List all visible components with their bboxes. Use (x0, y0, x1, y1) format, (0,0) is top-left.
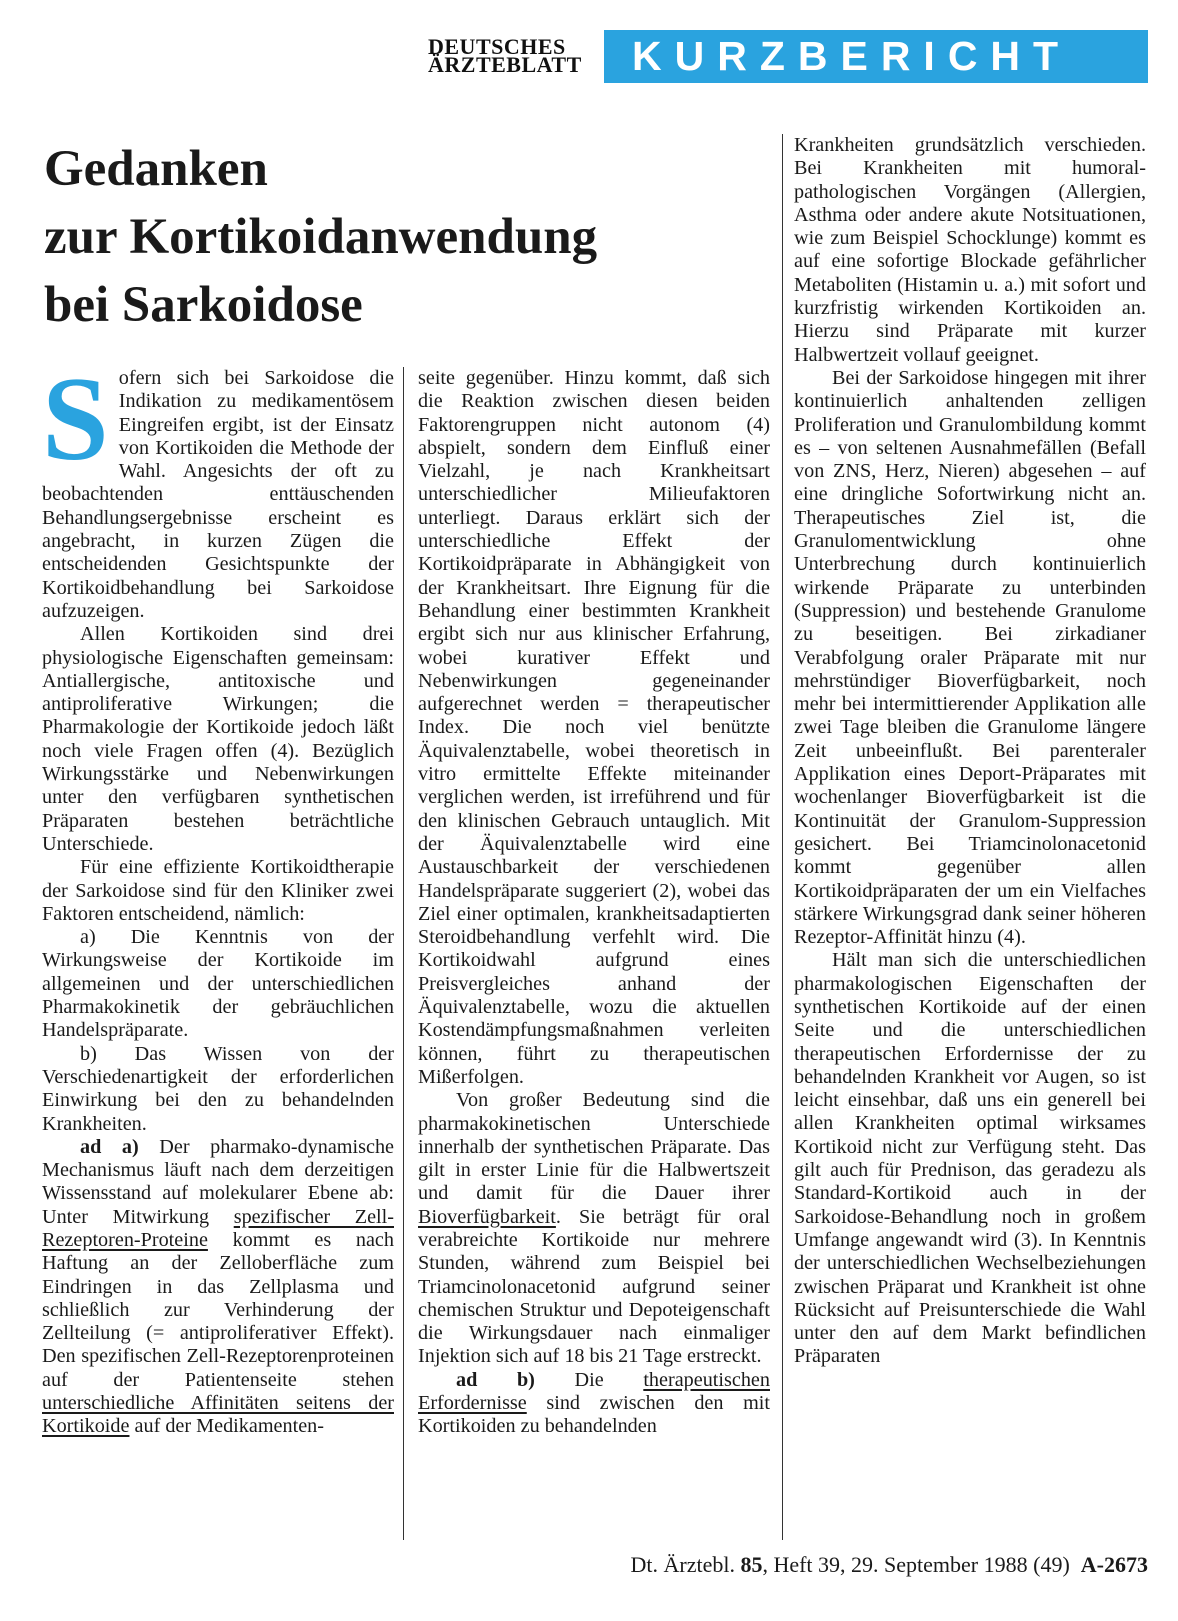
footer-volume: 85 (740, 1552, 763, 1577)
paragraph-text: auf der Medikamenten- (129, 1415, 324, 1438)
paragraph-label: ad a) (80, 1135, 139, 1158)
paragraph: Für eine effiziente Kortikoidtherapie der Sarkoidose sind für den Kliniker zwei Faktoren entscheidend, nämlich: (42, 856, 394, 925)
paragraph (418, 1089, 770, 1369)
paragraph (418, 1369, 770, 1439)
column-divider-2 (782, 134, 783, 1540)
paragraph-text: kommt es nach Haftung an der Zelloberfläche zum Eindringen in das Zellplasma und schließlich zur Verhinderung der Zellteilung (= antiproliferativer Effekt). Den spezifischen Zell-Rezeptorenproteinen auf der Patientenseite stehen (42, 1228, 394, 1391)
footer-issue: , Heft 39, 29. September 1988 (49) (762, 1552, 1070, 1577)
paragraph (42, 1136, 394, 1439)
paragraph: b) Das Wissen von der Verschiedenartigkeit der erforderlichen Einwirkung bei den zu behandelnden Krankheiten. (42, 1042, 394, 1135)
paragraph: ofern sich bei Sarkoidose die Indikation zu medikamentösem Eingreifen ergibt, ist der Einsatz von Kortikoiden die Methode der Wahl. Angesichts der oft zu beobachtenden enttäuschenden Behandlungsergebnisse erscheint es angebracht, in kurzen Zügen die entscheidenden Gesichtspunkte der Kortikoidbehandlung bei Sarkoidose aufzuzeigen. (42, 367, 394, 622)
page-footer (630, 1552, 1148, 1578)
paragraph-text: sind zwischen den mit Kortikoiden zu behandelnden (418, 1392, 770, 1438)
paragraph-text: Von großer Bedeutung sind die pharmakokinetischen Unterschiede innerhalb der synthetischen Präparate. Das gilt in erster Linie für die Halbwertszeit und damit für die Dauer ihrer (418, 1089, 770, 1205)
headline-line-2: zur Kortikoidanwendung (44, 209, 598, 265)
paragraph-text: Der pharmako-dynamische Mechanismus läuft nach dem derzeitigen Wissensstand auf molekularer Ebene ab: Unter Mitwirkung (42, 1135, 394, 1228)
paragraph: Allen Kortikoiden sind drei physiologische Eigenschaften gemeinsam: Antiallergische, antitoxische und antiproliferative Wirkungen; die Pharmakologie der Kortikoide jedoch läßt noch viele Fragen offen (4). Bezüglich Wirkungsstärke und Nebenwirkungen unter den verfügbaren synthetischen Präparaten bestehen beträchtliche Unterschiede. (42, 623, 394, 855)
article-column-1 (42, 352, 394, 1439)
masthead-line-1: DEUTSCHES (428, 34, 566, 59)
drop-cap: S (42, 352, 109, 485)
headline-line-3: bei Sarkoidose (44, 277, 363, 333)
underlined-phrase: Bioverfügbarkeit (418, 1205, 556, 1228)
paragraph: a) Die Kenntnis von der Wirkungsweise der Kortikoide im allgemeinen und der unterschiedlichen Pharmakokinetik der gebräuchlichen Handelspräparate. (42, 926, 394, 1042)
underlined-phrase: therapeutischen Erfordernisse (418, 1368, 770, 1415)
underlined-phrase: unterschiedliche Affinitäten seitens der Kortikoide (42, 1392, 394, 1438)
article-column-2 (418, 367, 770, 1439)
paragraph-label: ad b) (456, 1368, 535, 1391)
headline-line-1: Gedanken (44, 141, 268, 197)
paragraph-text: . Sie beträgt für oral verabreichte Kortikoide nur mehrere Stunden, während zum Beispiel bei Triamcinolonacetonid aufgrund seiner chemischen Struktur und Depoteigenschaft die Wirkungsdauer nach einmaliger Injektion sich auf 18 bis 21 Tage erstreckt. (418, 1205, 770, 1368)
footer-page-number: A-2673 (1080, 1552, 1148, 1577)
paragraph: Bei der Sarkoidose hingegen mit ihrer kontinuierlich anhaltenden zelligen Proliferation und Granulombildung kommt es – von seltenen Ausnahmefällen (Befall von ZNS, Herz, Nieren) abgesehen – auf eine dringliche Sofortwirkung nicht an. Therapeutisches Ziel ist, die Granulomentwicklung ohne Unterbrechung durch kontinuierlich wirkende Präparate zu unterbinden (Suppression) und bestehende Granulome zu beseitigen. Bei zirkadianer Verabfolgung oraler Präparate mit nur mehrstündiger Bioverfügbarkeit, noch mehr bei intermittierender Applikation alle zwei Tage bleiben die Granulome längere Zeit unbeeinflußt. Bei parenteraler Applikation eines Deport-Präparates mit wochenlanger Bioverfügbarkeit ist die Kontinuität der Granulom-Suppression gesichert. Bei Triamcinolonacetonid kommt gegenüber allen Kortikoidpräparaten der um ein Vielfaches stärkere Wirkungsgrad dank seiner höheren Rezeptor-Affinität hinzu (4). (794, 366, 1146, 949)
footer-journal: Dt. Ärztebl. (630, 1552, 741, 1577)
journal-masthead (428, 34, 582, 77)
paragraph-text: Die (534, 1368, 644, 1391)
paragraph: seite gegenüber. Hinzu kommt, daß sich die Reaktion zwischen diesen beiden Faktorengruppen nicht autonom (4) abspielt, sondern dem Einfluß einer Vielzahl, je nach Krankheitsart unterschiedlicher Milieufaktoren unterliegt. Daraus erklärt sich der unterschiedliche Effekt der Kortikoidpräparate in Abhängigkeit von der Krankheitsart. Ihre Eignung für die Behandlung einer bestimmten Krankheit ergibt sich nur aus klinischer Erfahrung, wobei kurativer Effekt und Nebenwirkungen gegeneinander aufgerechnet werden = therapeutischer Index. Die noch viel benützte Äquivalenztabelle, wobei theoretisch in vitro ermittelte Effekte miteinander verglichen werden, ist irreführend und für den klinischen Gebrauch untauglich. Mit der Äquivalenztabelle wird eine Austauschbarkeit der verschiedenen Handelspräparate suggeriert (2), wobei das Ziel einer optimalen, krankheitsadaptierten Steroidbehandlung verfehlt wird. Die Kortikoidwahl aufgrund eines Preisvergleiches anhand der Äquivalenztabelle, wozu die aktuellen Kostendämpfungsmaßnahmen verleiten können, führt zu therapeutischen Mißerfolgen. (418, 367, 770, 1088)
paragraph: Hält man sich die unterschiedlichen pharmakologischen Eigenschaften der synthetischen Kortikoide auf der einen Seite und die unterschiedlichen therapeutischen Erfordernisse der zu behandelnden Krankheit vor Augen, so ist leicht einsehbar, daß uns ein generell bei allen Krankheiten optimal wirksames Kortikoid nicht zur Verfügung steht. Das gilt auch für Prednison, das geradezu als Standard-Kortikoid auch in der Sarkoidose-Behandlung noch in großem Umfange angewandt wird (3). In Kenntnis der unterschiedlichen Wechselbeziehungen zwischen Präparat und Krankheit ist ohne Rücksicht auf Preisunterschiede die Wahl unter den auf dem Markt befindlichen Präparaten (794, 949, 1146, 1368)
article-headline (44, 135, 764, 339)
paragraph: Krankheiten grundsätzlich verschieden. Bei Krankheiten mit humoral-pathologischen Vorgängen (Allergien, Asthma oder andere akute Notsituationen, wie zum Beispiel Schocklunge) kommt es auf eine sofortige Blockade gefährlicher Metaboliten (Histamin u. a.) mit sofort und kurzfristig wirkenden Kortikoiden an. Hierzu sind Präparate mit kurzer Halbwertzeit vollauf geeignet. (794, 134, 1146, 366)
column-divider-1 (403, 367, 404, 1540)
article-column-3 (794, 134, 1146, 1369)
section-kicker: KURZBERICHT (604, 30, 1148, 83)
masthead-line-2: ÄRZTEBLATT (428, 52, 582, 77)
underlined-phrase: spezifischer Zell-Rezeptoren-Proteine (42, 1205, 394, 1251)
